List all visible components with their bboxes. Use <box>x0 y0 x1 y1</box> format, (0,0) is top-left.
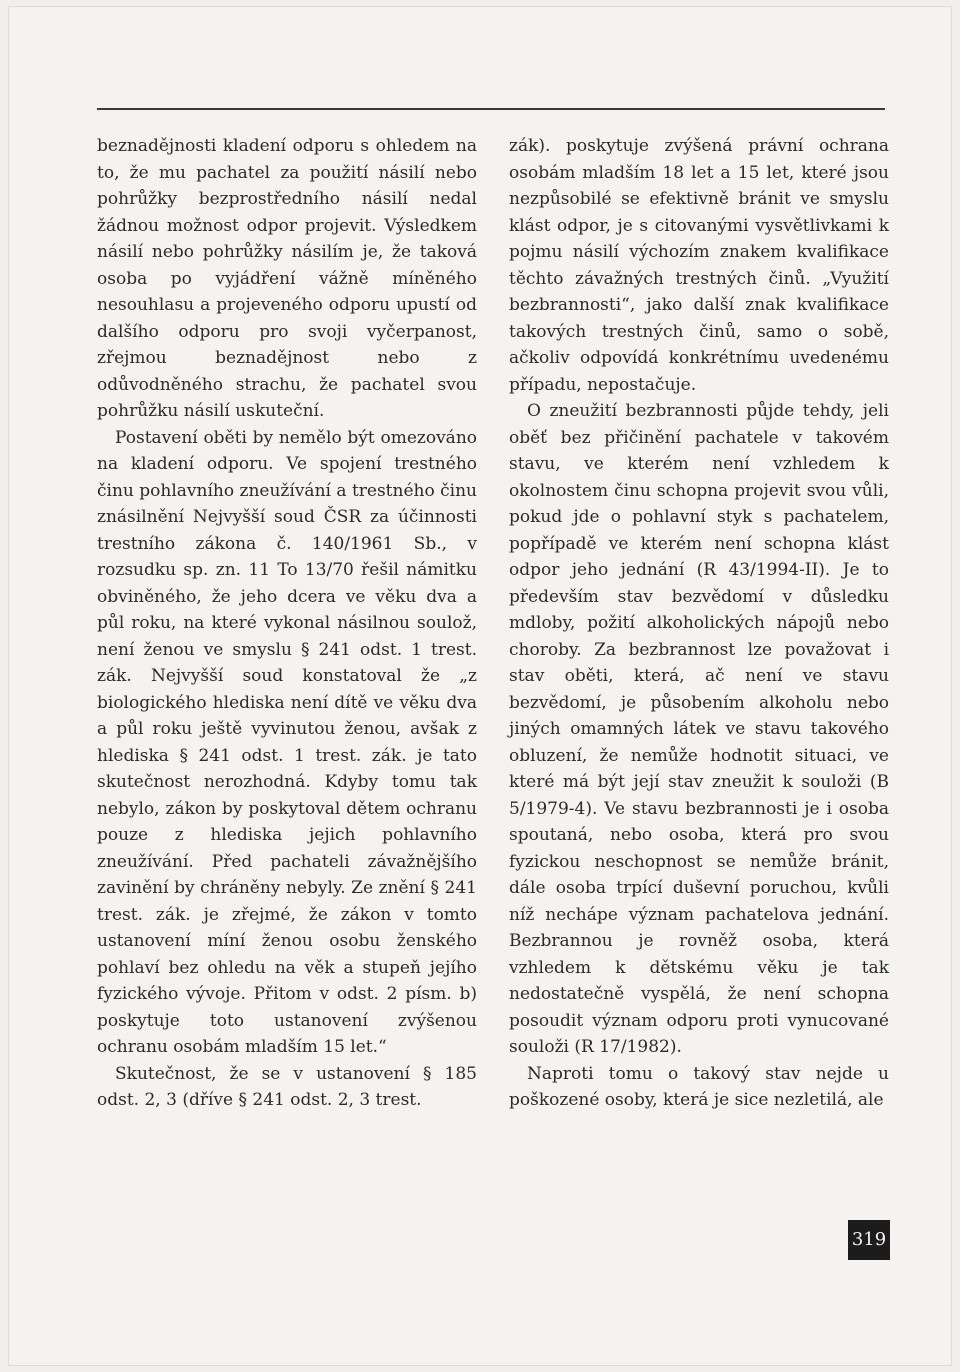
book-page <box>8 6 952 1366</box>
left-paragraph-2: Postavení oběti by nemělo být omezováno na kladení odporu. Ve spojení trestného činu pohlavního zneužívání a trestného činu znásilnění Nejvyšší soud ČSR za účinnosti trestního zákona č. 140/1961 Sb., v rozsudku sp. zn. 11 To 13/70 řešil námitku obviněného, že jeho dcera ve věku dva a půl roku, na které vykonal násilnou soulož, není ženou ve smyslu § 241 odst. 1 trest. zák. Nejvyšší soud konstatoval že „z biologického hlediska není dítě ve věku dva a půl roku ještě vyvinutou ženou, avšak z hlediska § 241 odst. 1 trest. zák. je tato skutečnost nerozhodná. Kdyby tomu tak nebylo, zákon by poskytoval dětem ochranu pouze z hlediska jejich pohlavního zneužívání. Před pachateli závažnějšího zavinění by chráněny nebyly. Ze znění § 241 trest. zák. je zřejmé, že zákon v tomto ustanovení míní ženou osobu ženského pohlaví bez ohledu na věk a stupeň jejího fyzického vývoje. Přitom v odst. 2 písm. b) poskytuje toto ustanovení zvýšenou ochranu osobám mladším 15 let.“ <box>97 427 477 1057</box>
left-column <box>97 133 477 1114</box>
right-paragraph-3: Naproti tomu o takový stav nejde u poškozené osoby, která je sice nezletilá, ale <box>509 1063 889 1110</box>
left-paragraph-3: Skutečnost, že se v ustanovení § 185 odst. 2, 3 (dříve § 241 odst. 2, 3 trest. <box>97 1063 477 1110</box>
right-column <box>509 133 889 1114</box>
page-number-badge: 319 <box>848 1220 890 1260</box>
header-rule <box>97 108 885 110</box>
left-paragraph-1: beznadějnosti kladení odporu s ohledem na to, že mu pachatel za použití násilí nebo pohrůžky bezprostředního násilí nedal žádnou možnost odpor projevit. Výsledkem násilí nebo pohrůžky násilím je, že taková osoba po vyjádření vážně míněného nesouhlasu a projeveného odporu upustí od dalšího odporu pro svoji vyčerpanost, zřejmou beznadějnost nebo z odůvodněného strachu, že pachatel svou pohrůžku násilí uskuteční. <box>97 136 477 421</box>
right-paragraph-2: O zneužití bezbrannosti půjde tehdy, jeli oběť bez přičinění pachatele v takovém stavu, ve kterém není vzhledem k okolnostem činu schopna projevit svou vůli, pokud jde o pohlavní styk s pachatelem, popřípadě ve kterém není schopna klást odpor jeho jednání (R 43/1994-II). Je to především stav bezvědomí v důsledku mdloby, požití alkoholických nápojů nebo choroby. Za bezbrannost lze považovat i stav oběti, která, ač není ve stavu bezvědomí, je působením alkoholu nebo jiných omamných látek ve stavu takového obluzení, že nemůže hodnotit situaci, ve které má být její stav zneužit k souloži (B 5/1979-4). Ve stavu bezbrannosti je i osoba spoutaná, nebo osoba, která pro svou fyzickou neschopnost se nemůže bránit, dále osoba trpící duševní poruchou, kvůli níž nechápe význam pachatelova jednání. Bezbrannou je rovněž osoba, která vzhledem k dětskému věku je tak nedostatečně vyspělá, že není schopna posoudit význam odporu proti vynucované souloži (R 17/1982). <box>509 401 889 1057</box>
right-paragraph-1: zák). poskytuje zvýšená právní ochrana osobám mladším 18 let a 15 let, které jsou nezpůsobilé se efektivně bránit ve smyslu klást odpor, je s citovanými vysvětlivkami k pojmu násilí výchozím znakem kvalifikace těchto závažných trestných činů. „Využití bezbrannosti“, jako další znak kvalifikace takových trestných činů, samo o sobě, ačkoliv odpovídá konkrétnímu uvedenému případu, nepostačuje. <box>509 136 889 395</box>
